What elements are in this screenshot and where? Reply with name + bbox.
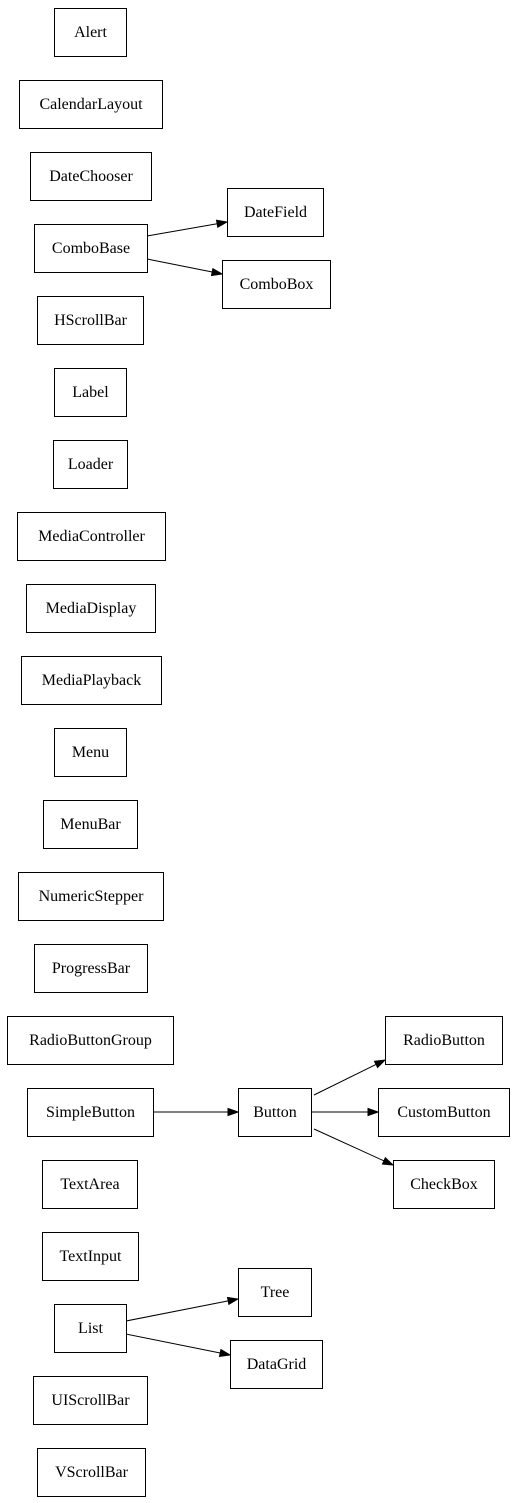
node-label: TextArea (60, 1176, 120, 1193)
node-label: CheckBox (410, 1176, 478, 1193)
node-menu-bar (44, 801, 138, 849)
edge-line (314, 1064, 376, 1095)
node-text-area (43, 1161, 138, 1209)
node-menu (55, 729, 127, 777)
edge-simple-button-to-button (153, 1109, 238, 1116)
arrowhead-icon (220, 1350, 230, 1357)
node-label: List (78, 1320, 103, 1337)
node-label: MediaPlayback (41, 672, 142, 689)
edge-line (126, 1301, 228, 1321)
node-label: Button (253, 1104, 297, 1121)
node-label: Loader (67, 456, 114, 473)
node-text-input (43, 1233, 139, 1281)
node-media-controller (18, 513, 166, 561)
node-custom-button (379, 1089, 510, 1137)
node-tree (239, 1269, 312, 1317)
node-combo-base (35, 225, 148, 273)
edges-layer (126, 220, 393, 1356)
node-date-field (228, 189, 324, 237)
node-radio-button-group (8, 1017, 174, 1065)
node-label: Tree (260, 1284, 290, 1301)
node-radio-button (386, 1017, 503, 1065)
edge-combo-base-to-combo-box (147, 259, 222, 275)
arrowhead-icon (212, 269, 222, 276)
edge-button-to-radio-button (314, 1060, 385, 1095)
node-label: VScrollBar (55, 1464, 128, 1481)
node-label (55, 369, 127, 417)
node-combo-box (223, 261, 331, 309)
node-alert (55, 9, 127, 57)
node-label: NumericStepper (38, 888, 144, 905)
arrowhead-icon (228, 1297, 238, 1304)
nodes-layer (8, 9, 510, 1497)
node-label: Menu (71, 744, 110, 761)
node-label: DataGrid (246, 1356, 307, 1373)
node-label: DateField (243, 204, 308, 221)
node-label: CalendarLayout (39, 96, 143, 113)
node-data-grid (231, 1341, 323, 1389)
arrowhead-icon (217, 220, 227, 227)
node-label: Alert (74, 24, 107, 41)
node-h-scroll-bar (38, 297, 144, 345)
node-label: HScrollBar (54, 312, 127, 329)
node-label: ComboBase (51, 240, 131, 257)
node-calendar-layout (20, 81, 163, 129)
node-media-playback (22, 657, 162, 705)
node-simple-button (28, 1089, 154, 1137)
node-label: DateChooser (49, 168, 133, 185)
edge-line (147, 259, 212, 272)
node-loader (54, 441, 128, 489)
arrowhead-icon (382, 1158, 393, 1165)
node-button (239, 1089, 312, 1137)
edge-combo-base-to-date-field (147, 220, 227, 236)
node-label: CustomButton (397, 1104, 491, 1121)
edge-line (126, 1334, 220, 1353)
edge-line (147, 224, 217, 236)
node-check-box (394, 1161, 495, 1209)
node-label: UIScrollBar (51, 1392, 130, 1409)
node-label: RadioButtonGroup (29, 1032, 152, 1049)
node-media-display (27, 585, 156, 633)
edge-button-to-custom-button (311, 1109, 378, 1116)
node-v-scroll-bar (38, 1449, 146, 1497)
edge-line (314, 1129, 384, 1161)
node-progress-bar (35, 945, 148, 993)
node-list (55, 1305, 127, 1353)
arrowhead-icon (368, 1109, 378, 1116)
node-label: MenuBar (60, 816, 121, 833)
arrowhead-icon (228, 1109, 238, 1116)
node-label: MediaController (38, 528, 145, 545)
edge-list-to-data-grid (126, 1334, 230, 1356)
node-label: TextInput (59, 1248, 122, 1265)
edge-list-to-tree (126, 1297, 238, 1321)
node-numeric-stepper (19, 873, 164, 921)
node-date-chooser (31, 153, 152, 201)
node-label: ProgressBar (51, 960, 131, 977)
node-ui-scroll-bar (34, 1377, 148, 1425)
node-label: Label (72, 384, 109, 401)
arrowhead-icon (374, 1060, 385, 1068)
node-label: SimpleButton (46, 1104, 135, 1121)
node-label: RadioButton (403, 1032, 485, 1049)
node-label: ComboBox (239, 276, 314, 293)
node-label: MediaDisplay (45, 600, 137, 617)
